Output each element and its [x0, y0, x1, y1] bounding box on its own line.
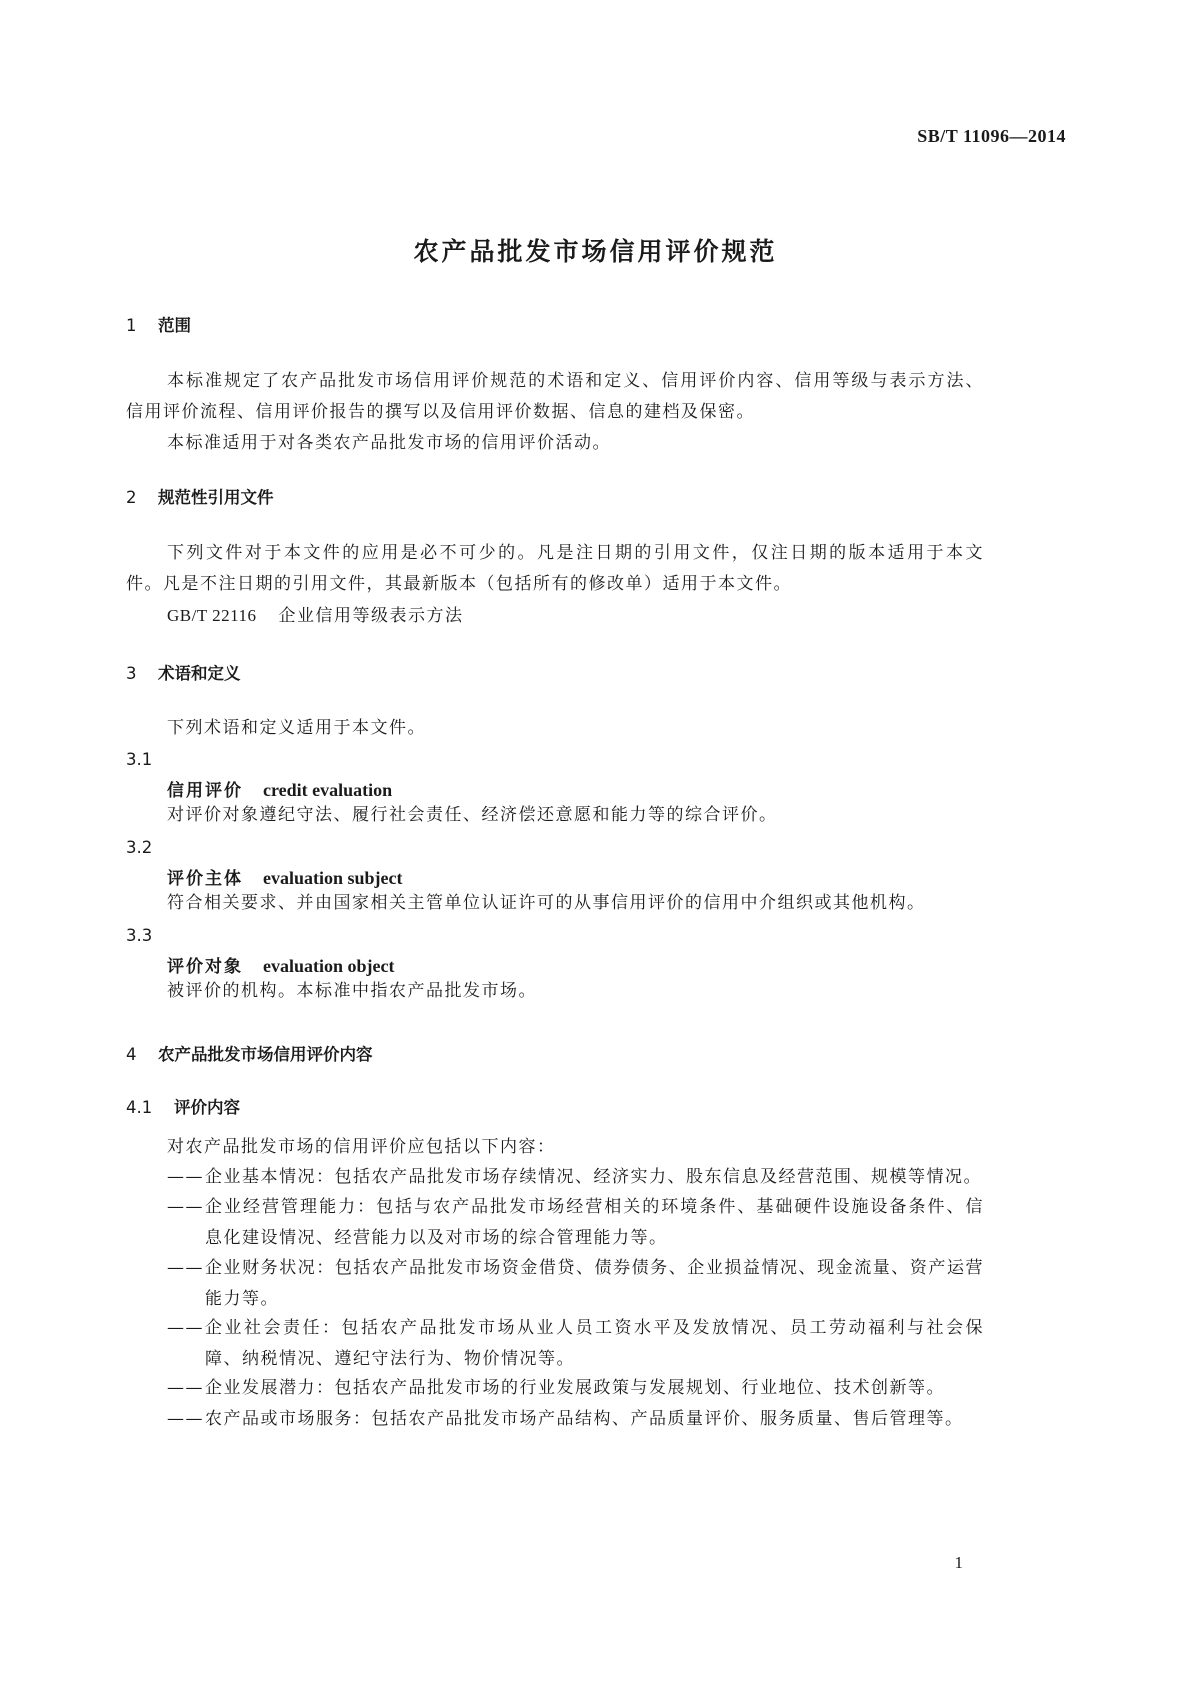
list-item-text: 农产品或市场服务：包括农产品批发市场产品结构、产品质量评价、服务质量、售后管理等。 [205, 1409, 964, 1429]
section-title: 规范性引用文件 [158, 488, 274, 507]
list-item-continuation: 能力等。 [205, 1289, 279, 1309]
reference-code: GB/T 22116 [167, 606, 257, 625]
term-definition: 被评价的机构。本标准中指农产品批发市场。 [167, 981, 537, 1001]
section-3-heading [126, 660, 241, 684]
dash-marker: —— [167, 1409, 204, 1429]
document-title: 农产品批发市场信用评价规范 [413, 237, 778, 266]
list-item-text: 企业经营管理能力：包括与农产品批发市场经营相关的环境条件、基础硬件设施设备条件、信 [205, 1197, 984, 1217]
section-2-heading [126, 484, 274, 508]
term-number: 3.1 [126, 750, 153, 769]
list-item [167, 1373, 984, 1404]
reference-title: 企业信用等级表示方法 [278, 606, 464, 626]
section-number: 2 [126, 488, 137, 507]
list-item-text: 企业发展潜力：包括农产品批发市场的行业发展政策与发展规划、行业地位、技术创新等。 [205, 1378, 945, 1398]
term-chinese: 评价主体 [167, 869, 243, 889]
dash-marker: —— [167, 1378, 204, 1398]
section-4-heading [126, 1041, 373, 1065]
section-number: 4 [126, 1045, 137, 1064]
dash-marker: —— [167, 1318, 204, 1338]
term-entry [167, 864, 403, 889]
term-english: evaluation object [263, 956, 395, 976]
list-item-text: 企业社会责任：包括农产品批发市场从业人员工资水平及发放情况、员工劳动福利与社会保 [205, 1318, 984, 1338]
term-english: credit evaluation [263, 780, 393, 800]
section-1-heading [126, 312, 191, 336]
term-number: 3.2 [126, 838, 153, 857]
list-item-continuation: 障、纳税情况、遵纪守法行为、物价情况等。 [205, 1349, 575, 1369]
section-3-intro: 下列术语和定义适用于本文件。 [167, 718, 426, 738]
list-item-continuation: 息化建设情况、经营能力以及对市场的综合管理能力等。 [205, 1228, 668, 1248]
section-number: 3 [126, 664, 137, 683]
dash-marker: —— [167, 1258, 204, 1278]
section-title: 范围 [158, 316, 191, 335]
subsection-number: 4.1 [126, 1098, 153, 1117]
list-item [167, 1253, 984, 1315]
dash-marker: —— [167, 1197, 204, 1217]
list-item-text: 企业基本情况：包括农产品批发市场存续情况、经济实力、股东信息及经营范围、规模等情况。 [205, 1167, 982, 1187]
subsection-title: 评价内容 [174, 1098, 240, 1117]
section-2-para-1-line-2: 件。凡是不注日期的引用文件，其最新版本（包括所有的修改单）适用于本文件。 [126, 574, 792, 594]
section-number: 1 [126, 316, 137, 335]
term-definition: 对评价对象遵纪守法、履行社会责任、经济偿还意愿和能力等的综合评价。 [167, 805, 778, 825]
standard-number: SB/T 11096—2014 [917, 126, 1066, 146]
term-entry [167, 952, 394, 977]
list-item-text: 企业财务状况：包括农产品批发市场资金借贷、债券债务、企业损益情况、现金流量、资产运营 [205, 1258, 984, 1278]
page-number: 1 [954, 1553, 963, 1572]
list-item [167, 1192, 984, 1254]
term-chinese: 信用评价 [167, 781, 243, 801]
subsection-4-1-heading [126, 1094, 240, 1118]
section-title: 术语和定义 [158, 664, 241, 683]
list-item [167, 1313, 984, 1375]
section-1-para-2: 本标准适用于对各类农产品批发市场的信用评价活动。 [167, 433, 611, 453]
term-chinese: 评价对象 [167, 957, 243, 977]
subsection-4-1-intro: 对农产品批发市场的信用评价应包括以下内容： [167, 1137, 556, 1157]
dash-marker: —— [167, 1167, 204, 1187]
section-1-para-1-line-2: 信用评价流程、信用评价报告的撰写以及信用评价数据、信息的建档及保密。 [126, 402, 755, 422]
list-item [167, 1404, 984, 1435]
term-definition: 符合相关要求、并由国家相关主管单位认证许可的从事信用评价的信用中介组织或其他机构。 [167, 893, 926, 913]
section-title: 农产品批发市场信用评价内容 [158, 1045, 373, 1064]
term-number: 3.3 [126, 926, 153, 945]
section-1-para-1-line-1: 本标准规定了农产品批发市场信用评价规范的术语和定义、信用评价内容、信用等级与表示方法、 [167, 371, 984, 391]
term-english: evaluation subject [263, 868, 403, 888]
list-item [167, 1162, 984, 1193]
section-2-para-1-line-1: 下列文件对于本文件的应用是必不可少的。凡是注日期的引用文件，仅注日期的版本适用于本文 [167, 543, 984, 563]
normative-reference [167, 600, 464, 632]
term-entry [167, 776, 392, 801]
